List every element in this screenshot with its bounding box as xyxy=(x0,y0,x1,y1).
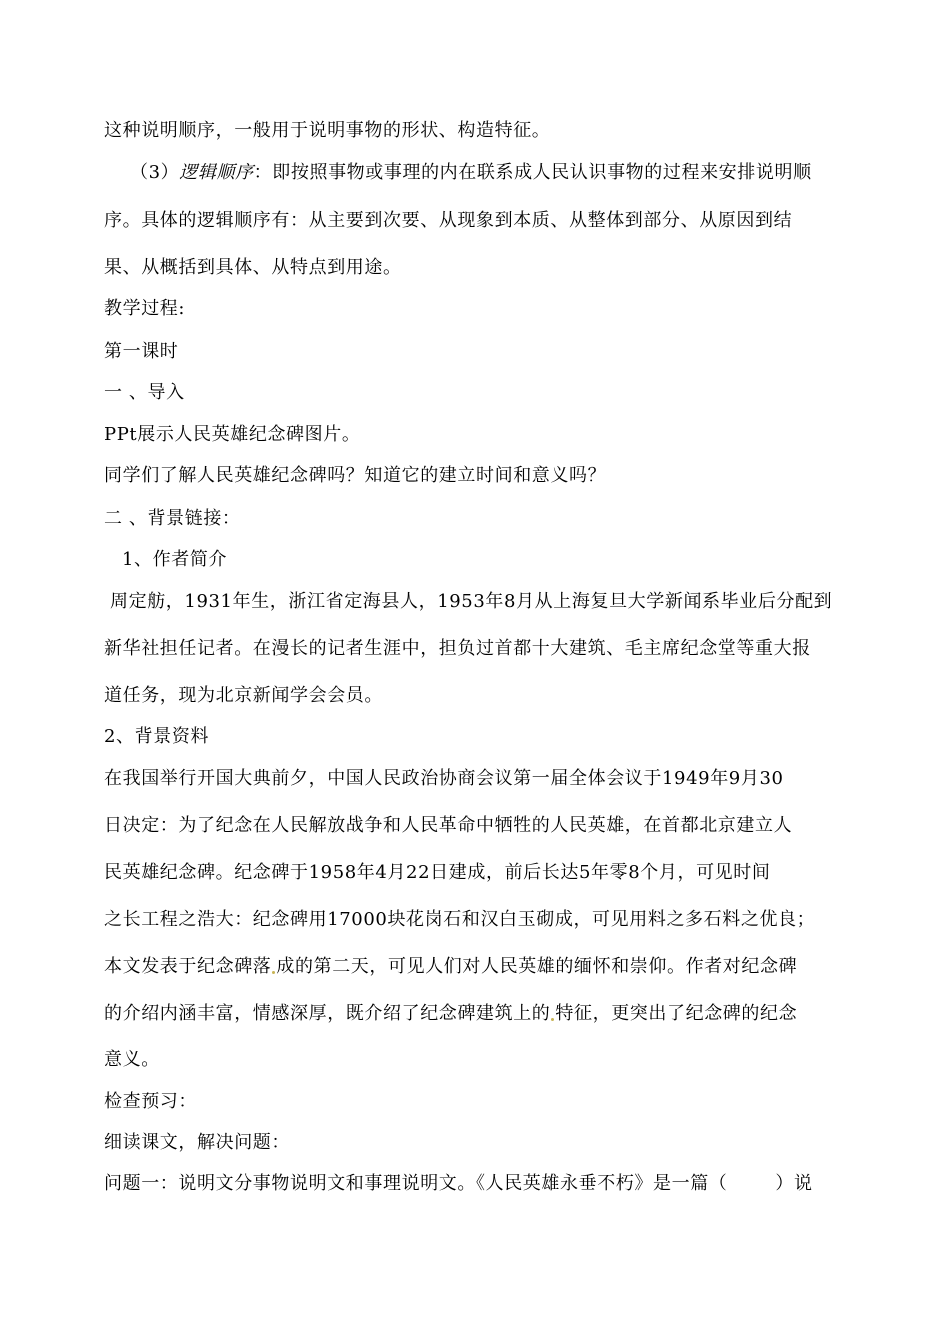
question-line xyxy=(104,1172,813,1196)
paragraph-line: 果、从概括到具体、从特点到用途。 xyxy=(104,257,402,278)
section-heading: 一 、导入 xyxy=(104,382,185,403)
section-heading: 检查预习： xyxy=(104,1091,197,1112)
term-italic: 逻辑顺序 xyxy=(179,162,254,183)
mark-dot xyxy=(551,1018,554,1021)
paragraph-line: 序。具体的逻辑顺序有：从主要到次要、从现象到本质、从整体到部分、从原因到结 xyxy=(104,210,793,231)
paragraph-line: 这种说明顺序，一般用于说明事物的形状、构造特征。 xyxy=(104,120,551,141)
subsection-heading: 1、作者简介 xyxy=(122,549,228,570)
line-text: 问题一：说明文分事物说明文和事理说明文。《人民英雄永垂不朽》是一篇（ xyxy=(104,1173,728,1194)
paragraph-line: 同学们了解人民英雄纪念碑吗？知道它的建立时间和意义吗？ xyxy=(104,465,607,486)
mark-dot xyxy=(272,971,275,974)
paragraph-line: 之长工程之浩大：纪念碑用17000块花岗石和汉白玉砌成，可见用料之多石料之优良； xyxy=(104,909,816,930)
line-text: 成的第二天，可见人们对人民英雄的缅怀和崇仰。作者对纪念碑 xyxy=(276,956,798,977)
section-heading: 教学过程: xyxy=(104,298,186,319)
paragraph-line xyxy=(104,955,797,979)
paragraph-line: 民英雄纪念碑。纪念碑于1958年4月22日建成，前后长达5年零8个月，可见时间 xyxy=(104,862,771,883)
paragraph-line: PPt展示人民英雄纪念碑图片。 xyxy=(104,424,361,445)
line-text: ）说 xyxy=(775,1173,813,1194)
line-text: 本文发表于纪念碑落 xyxy=(104,956,272,977)
paragraph-line: 日决定：为了纪念在人民解放战争和人民革命中牺牲的人民英雄，在首都北京建立人 xyxy=(104,815,793,836)
paragraph-line: 新华社担任记者。在漫长的记者生涯中，担负过首都十大建筑、毛主席纪念堂等重大报 xyxy=(104,638,811,659)
paragraph-line: 在我国举行开国大典前夕，中国人民政治协商会议第一届全体会议于1949年9月30 xyxy=(104,768,784,789)
line-text: 特征，更突出了纪念碑的纪念 xyxy=(555,1003,798,1024)
paragraph-line: 意义。 xyxy=(104,1049,160,1070)
paragraph-line xyxy=(130,161,812,185)
list-number: （3） xyxy=(130,162,180,183)
paragraph-line: 周定舫，1931年生，浙江省定海县人，1953年8月从上海复旦大学新闻系毕业后分配到 xyxy=(110,591,833,612)
paragraph-line: 道任务，现为北京新闻学会会员。 xyxy=(104,685,383,706)
subsection-heading: 2、背景资料 xyxy=(104,726,210,747)
section-heading: 二 、背景链接： xyxy=(104,508,241,529)
paragraph-line: 细读课文，解决问题： xyxy=(104,1132,290,1153)
section-heading: 第一课时 xyxy=(104,341,179,362)
line-text: ：即按照事物或事理的内在联系成人民认识事物的过程来安排说明顺 xyxy=(253,162,812,183)
paragraph-line xyxy=(104,1002,797,1026)
line-text: 的介绍内涵丰富，情感深厚，既介绍了纪念碑建筑上的 xyxy=(104,1003,551,1024)
